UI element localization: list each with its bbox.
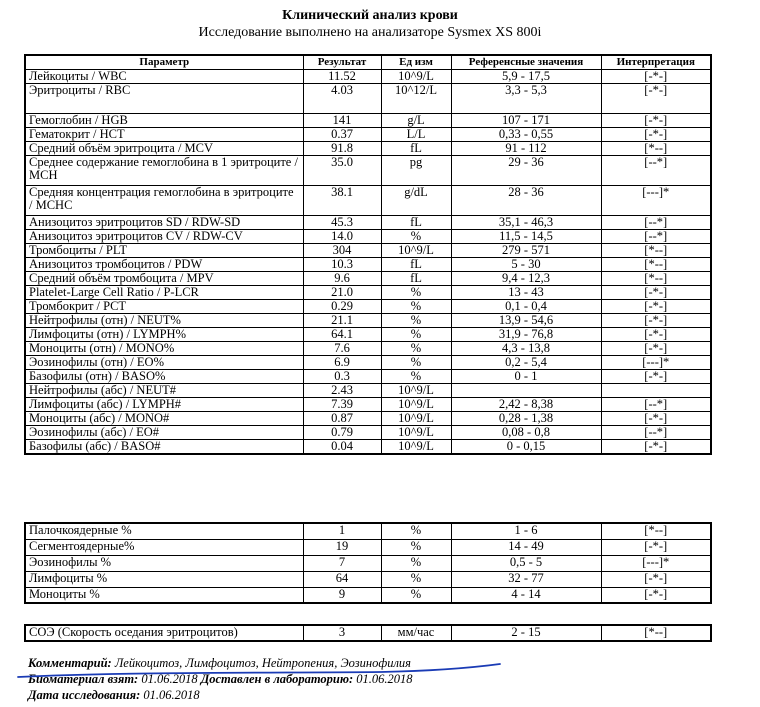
result-unit: 10^9/L: [381, 440, 451, 455]
result-param: Тромбоциты / PLT: [25, 244, 303, 258]
result-row: [25, 286, 711, 300]
esr-unit: мм/час: [381, 625, 451, 641]
result-interp: [-*-]: [601, 286, 711, 300]
result-ref: 0,33 - 0,55: [451, 128, 601, 142]
diff-interp: [-*-]: [601, 539, 711, 555]
result-row: [25, 342, 711, 356]
result-interp: [-*-]: [601, 114, 711, 128]
result-param: Гемоглобин / HGB: [25, 114, 303, 128]
result-unit: 10^9/L: [381, 384, 451, 398]
diff-result: 7: [303, 555, 381, 571]
esr-ref: 2 - 15: [451, 625, 601, 641]
result-interp: [*--]: [601, 142, 711, 156]
result-ref: 0,2 - 5,4: [451, 356, 601, 370]
result-interp: [*--]: [601, 272, 711, 286]
result-param: Лимфоциты (абс) / LYMPH#: [25, 398, 303, 412]
result-result: 91.8: [303, 142, 381, 156]
result-interp: [-*-]: [601, 440, 711, 455]
result-result: 4.03: [303, 84, 381, 114]
result-row: [25, 216, 711, 230]
result-row: [25, 370, 711, 384]
diff-row: [25, 571, 711, 587]
result-row: [25, 70, 711, 84]
result-interp: [-*-]: [601, 128, 711, 142]
result-unit: fL: [381, 272, 451, 286]
result-ref: 11,5 - 14,5: [451, 230, 601, 244]
result-result: 0.3: [303, 370, 381, 384]
biomaterial-label: Биоматериал взят:: [28, 672, 139, 686]
result-row: [25, 328, 711, 342]
result-result: 9.6: [303, 272, 381, 286]
result-row: [25, 356, 711, 370]
result-param: Базофилы (абс) / BASO#: [25, 440, 303, 455]
column-header-result: Результат: [303, 55, 381, 70]
result-result: 0.04: [303, 440, 381, 455]
diff-param: Моноциты %: [25, 587, 303, 603]
result-interp: [--*]: [601, 216, 711, 230]
esr-row: [25, 625, 711, 641]
result-ref: 5,9 - 17,5: [451, 70, 601, 84]
result-interp: [-*-]: [601, 342, 711, 356]
result-result: 35.0: [303, 156, 381, 186]
result-param: Базофилы (отн) / BASO%: [25, 370, 303, 384]
result-ref: 0,1 - 0,4: [451, 300, 601, 314]
result-result: 64.1: [303, 328, 381, 342]
result-result: 0.87: [303, 412, 381, 426]
result-result: 21.0: [303, 286, 381, 300]
result-row: [25, 272, 711, 286]
diff-ref: 32 - 77: [451, 571, 601, 587]
result-interp: [---]*: [601, 186, 711, 216]
result-ref: 35,1 - 46,3: [451, 216, 601, 230]
result-param: Тромбокрит / PCT: [25, 300, 303, 314]
result-unit: fL: [381, 142, 451, 156]
esr-result: 3: [303, 625, 381, 641]
biomaterial-line: [28, 672, 413, 687]
result-ref: 13 - 43: [451, 286, 601, 300]
results-table: [24, 54, 712, 455]
diff-interp: [-*-]: [601, 571, 711, 587]
diff-ref: 4 - 14: [451, 587, 601, 603]
table-header-row: [25, 55, 711, 70]
result-param: Лейкоциты / WBC: [25, 70, 303, 84]
diff-ref: 14 - 49: [451, 539, 601, 555]
results-body: [25, 70, 711, 455]
diff-ref: 1 - 6: [451, 523, 601, 539]
result-param: Средний объём эритроцита / MCV: [25, 142, 303, 156]
delivered-label: Доставлен в лабораторию:: [200, 672, 354, 686]
result-unit: L/L: [381, 128, 451, 142]
diff-unit: %: [381, 539, 451, 555]
result-row: [25, 384, 711, 398]
result-param: Анизоцитоз тромбоцитов / PDW: [25, 258, 303, 272]
result-result: 21.1: [303, 314, 381, 328]
esr-interp: [*--]: [601, 625, 711, 641]
diff-result: 9: [303, 587, 381, 603]
result-row: [25, 314, 711, 328]
result-ref: 0 - 1: [451, 370, 601, 384]
result-result: 7.39: [303, 398, 381, 412]
result-result: 11.52: [303, 70, 381, 84]
diff-row: [25, 523, 711, 539]
column-header-parameter: Параметр: [25, 55, 303, 70]
result-interp: [-*-]: [601, 412, 711, 426]
result-row: [25, 258, 711, 272]
diff-unit: %: [381, 555, 451, 571]
result-row: [25, 128, 711, 142]
result-result: 38.1: [303, 186, 381, 216]
result-interp: [601, 384, 711, 398]
result-ref: 9,4 - 12,3: [451, 272, 601, 286]
result-result: 304: [303, 244, 381, 258]
study-date-line: [28, 688, 200, 703]
result-param: Нейтрофилы (отн) / NEUT%: [25, 314, 303, 328]
result-row: [25, 426, 711, 440]
result-param: Эритроциты / RBC: [25, 84, 303, 114]
result-unit: 10^12/L: [381, 84, 451, 114]
result-row: [25, 412, 711, 426]
result-row: [25, 142, 711, 156]
result-result: 141: [303, 114, 381, 128]
result-result: 45.3: [303, 216, 381, 230]
column-header-reference: Референсные значения: [451, 55, 601, 70]
result-interp: [*--]: [601, 244, 711, 258]
result-unit: 10^9/L: [381, 398, 451, 412]
result-param: Platelet-Large Cell Ratio / P-LCR: [25, 286, 303, 300]
result-unit: 10^9/L: [381, 412, 451, 426]
result-unit: %: [381, 300, 451, 314]
result-param: Эозинофилы (абс) / EO#: [25, 426, 303, 440]
diff-unit: %: [381, 587, 451, 603]
result-param: Моноциты (абс) / MONO#: [25, 412, 303, 426]
result-param: Среднее содержание гемоглобина в 1 эритроците / MCH: [25, 156, 303, 186]
diff-row: [25, 555, 711, 571]
result-unit: 10^9/L: [381, 426, 451, 440]
report-subtitle: Исследование выполнено на анализаторе Sysmex XS 800i: [198, 25, 542, 40]
result-param: Средний объём тромбоцита / MPV: [25, 272, 303, 286]
result-row: [25, 84, 711, 114]
result-result: 2.43: [303, 384, 381, 398]
result-result: 0.37: [303, 128, 381, 142]
delivered-date: 01.06.2018: [356, 672, 413, 686]
result-result: 0.29: [303, 300, 381, 314]
diff-param: Палочкоядерные %: [25, 523, 303, 539]
result-interp: [---]*: [601, 356, 711, 370]
diff-interp: [-*-]: [601, 587, 711, 603]
result-row: [25, 300, 711, 314]
diff-result: 64: [303, 571, 381, 587]
result-ref: 0 - 0,15: [451, 440, 601, 455]
result-interp: [-*-]: [601, 300, 711, 314]
result-param: Нейтрофилы (абс) / NEUT#: [25, 384, 303, 398]
result-ref: 2,42 - 8,38: [451, 398, 601, 412]
result-row: [25, 440, 711, 455]
result-result: 0.79: [303, 426, 381, 440]
result-ref: 5 - 30: [451, 258, 601, 272]
comment-label: Комментарий:: [28, 656, 112, 670]
result-interp: [-*-]: [601, 70, 711, 84]
diff-unit: %: [381, 523, 451, 539]
diff-interp: [*--]: [601, 523, 711, 539]
result-row: [25, 230, 711, 244]
result-result: 10.3: [303, 258, 381, 272]
result-row: [25, 186, 711, 216]
diff-result: 19: [303, 539, 381, 555]
result-interp: [-*-]: [601, 84, 711, 114]
result-row: [25, 114, 711, 128]
result-ref: 28 - 36: [451, 186, 601, 216]
differential-table: [24, 522, 712, 604]
study-label: Дата исследования:: [28, 688, 141, 702]
diff-result: 1: [303, 523, 381, 539]
result-unit: g/dL: [381, 186, 451, 216]
result-param: Анизоцитоз эритроцитов SD / RDW-SD: [25, 216, 303, 230]
result-ref: 29 - 36: [451, 156, 601, 186]
result-interp: [-*-]: [601, 328, 711, 342]
diff-unit: %: [381, 571, 451, 587]
result-row: [25, 156, 711, 186]
result-param: Эозинофилы (отн) / EO%: [25, 356, 303, 370]
diff-param: Сегментоядерные%: [25, 539, 303, 555]
result-interp: [--*]: [601, 426, 711, 440]
result-unit: 10^9/L: [381, 244, 451, 258]
result-unit: %: [381, 342, 451, 356]
biomaterial-date: 01.06.2018: [141, 672, 198, 686]
result-param: Средняя концентрация гемоглобина в эритроците / MCHC: [25, 186, 303, 216]
result-row: [25, 244, 711, 258]
result-unit: %: [381, 286, 451, 300]
result-param: Гематокрит / HCT: [25, 128, 303, 142]
result-result: 6.9: [303, 356, 381, 370]
result-interp: [--*]: [601, 156, 711, 186]
result-param: Анизоцитоз эритроцитов CV / RDW-CV: [25, 230, 303, 244]
result-ref: [451, 384, 601, 398]
result-unit: pg: [381, 156, 451, 186]
result-result: 7.6: [303, 342, 381, 356]
result-unit: %: [381, 230, 451, 244]
result-ref: 4,3 - 13,8: [451, 342, 601, 356]
result-param: Моноциты (отн) / MONO%: [25, 342, 303, 356]
result-ref: 13,9 - 54,6: [451, 314, 601, 328]
result-unit: g/L: [381, 114, 451, 128]
result-ref: 107 - 171: [451, 114, 601, 128]
result-interp: [-*-]: [601, 314, 711, 328]
result-param: Лимфоциты (отн) / LYMPH%: [25, 328, 303, 342]
result-unit: %: [381, 328, 451, 342]
study-date: 01.06.2018: [143, 688, 200, 702]
result-ref: 0,28 - 1,38: [451, 412, 601, 426]
result-interp: [*--]: [601, 258, 711, 272]
report-title: Клинический анализ крови: [282, 8, 458, 23]
diff-row: [25, 539, 711, 555]
esr-table: [24, 624, 712, 642]
result-ref: 279 - 571: [451, 244, 601, 258]
esr-param: СОЭ (Скорость оседания эритроцитов): [25, 625, 303, 641]
result-ref: 3,3 - 5,3: [451, 84, 601, 114]
result-row: [25, 398, 711, 412]
result-ref: 0,08 - 0,8: [451, 426, 601, 440]
column-header-interpretation: Интерпретация: [601, 55, 711, 70]
diff-param: Эозинофилы %: [25, 555, 303, 571]
diff-ref: 0,5 - 5: [451, 555, 601, 571]
result-unit: %: [381, 370, 451, 384]
result-unit: %: [381, 356, 451, 370]
result-interp: [--*]: [601, 398, 711, 412]
result-ref: 31,9 - 76,8: [451, 328, 601, 342]
result-result: 14.0: [303, 230, 381, 244]
comment-text: Лейкоцитоз, Лимфоцитоз, Нейтропения, Эозинофилия: [114, 656, 411, 670]
result-unit: fL: [381, 258, 451, 272]
comment-line: [28, 656, 411, 671]
result-ref: 91 - 112: [451, 142, 601, 156]
diff-interp: [---]*: [601, 555, 711, 571]
result-unit: 10^9/L: [381, 70, 451, 84]
result-interp: [--*]: [601, 230, 711, 244]
diff-row: [25, 587, 711, 603]
result-interp: [-*-]: [601, 370, 711, 384]
column-header-unit: Ед изм: [381, 55, 451, 70]
result-unit: %: [381, 314, 451, 328]
diff-param: Лимфоциты %: [25, 571, 303, 587]
result-unit: fL: [381, 216, 451, 230]
differential-body: [25, 523, 711, 603]
